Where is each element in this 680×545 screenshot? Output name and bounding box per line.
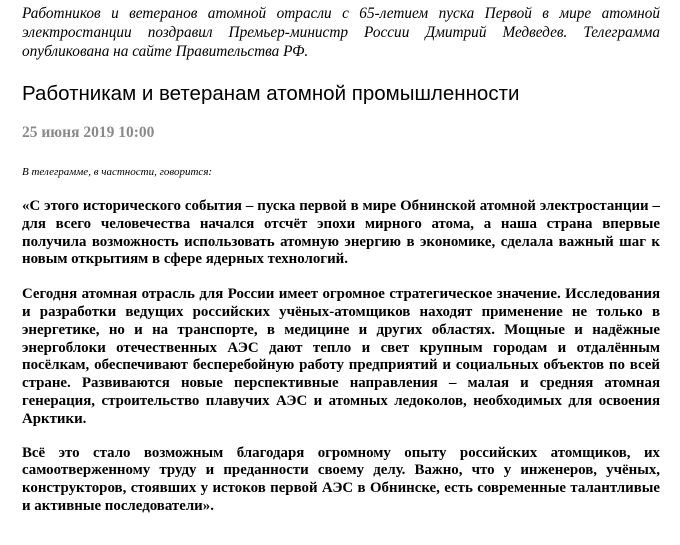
- article-date: 25 июня 2019 10:00: [22, 124, 155, 141]
- quote-paragraph: Сегодня атомная отрасль для России имеет огромное стратегическое значение. Исследования и разработки ведущих российских учёных-атомщиков находят применение не только в энергетике, но и на транспорте, в медицине и других областях. Мощные и надёжные энергоблоки отечественных АЭС дают тепло и свет крупным городам и отдалённым посёлкам, обеспечивают бесперебойную работу предприятий и социальных объектов по всей стране. Развиваются новые перспективные направления – малая и средняя атомная генерация, строительство плавучих АЭС и атомных ледоколов, необходимых для освоения Арктики.: [22, 286, 660, 427]
- article-lead: Работников и ветеранов атомной отрасли с 65-летием пуска Первой в мире атомной электростанции поздравил Премьер-министр России Дмитрий Медведев. Телеграмма опубликована на сайте Правительства РФ.: [22, 5, 660, 60]
- quote-intro: В телеграмме, в частности, говорится:: [22, 166, 213, 178]
- article-title: Работникам и ветеранам атомной промышленности: [22, 82, 520, 105]
- quote-paragraph: Всё это стало возможным благодаря огромному опыту российских атомщиков, их самоотверженному труду и преданности своему делу. Важно, что у инженеров, учёных, конструкторов, стоявших у истоков первой АЭС в Обнинске, есть современные талантливые и активные последователи».: [22, 444, 660, 514]
- quote-paragraph: «С этого исторического события – пуска первой в мире Обнинской атомной электростанции – для всего человечества начался отсчёт эпохи мирного атома, а наша страна впервые получила возможность использовать атомную энергию в экономике, сделала важный шаг к новым открытиям в сфере ядерных технологий.: [22, 198, 660, 268]
